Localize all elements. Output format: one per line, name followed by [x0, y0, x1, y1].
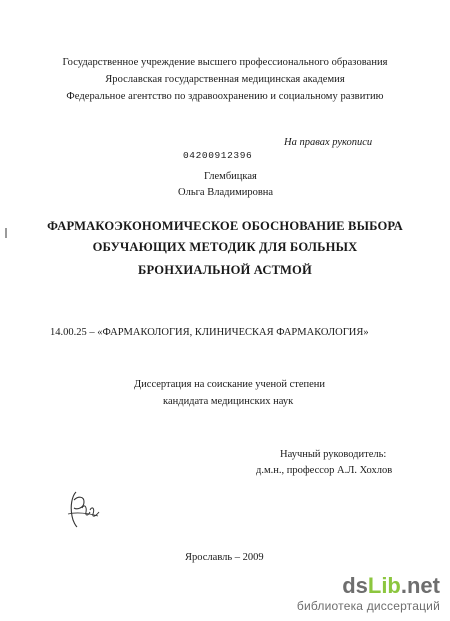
supervisor-label: Научный руководитель:: [280, 449, 387, 460]
specialty-code: 14.00.25 – «ФАРМАКОЛОГИЯ, КЛИНИЧЕСКАЯ ФАРМАКОЛОГИЯ»: [50, 327, 369, 338]
institution-line-3: Федеральное агентство по здравоохранению и социальному развитию: [66, 91, 384, 102]
author-surname: Глембицкая: [204, 171, 257, 182]
dissertation-line-2: кандидата медицинских наук: [163, 396, 294, 407]
document-number: 04200912396: [183, 150, 253, 161]
dissertation-line-1: Диссертация на соискание ученой степени: [134, 379, 326, 390]
institution-line-1: Государственное учреждение высшего профессионального образования: [62, 57, 388, 68]
title-line-2: ОБУЧАЮЩИХ МЕТОДИК ДЛЯ БОЛЬНЫХ: [92, 240, 358, 254]
title-line-3: БРОНХИАЛЬНОЙ АСТМОЙ: [138, 263, 312, 277]
watermark-subtitle: библиотека диссертаций: [296, 599, 440, 613]
watermark: [297, 575, 440, 613]
footer-city-year: Ярославль – 2009: [185, 552, 264, 563]
institution-line-2: Ярославская государственная медицинская академия: [105, 74, 345, 85]
supervisor-name: д.м.н., профессор А.Л. Хохлов: [256, 465, 393, 476]
title-line-1: ФАРМАКОЭКОНОМИЧЕСКОЕ ОБОСНОВАНИЕ ВЫБОРА: [47, 219, 403, 233]
handwritten-signature: [62, 486, 106, 530]
author-name: Ольга Владимировна: [178, 187, 274, 198]
watermark-logo: dsLib.net: [342, 573, 440, 598]
rights-note: На правах рукописи: [284, 137, 373, 148]
